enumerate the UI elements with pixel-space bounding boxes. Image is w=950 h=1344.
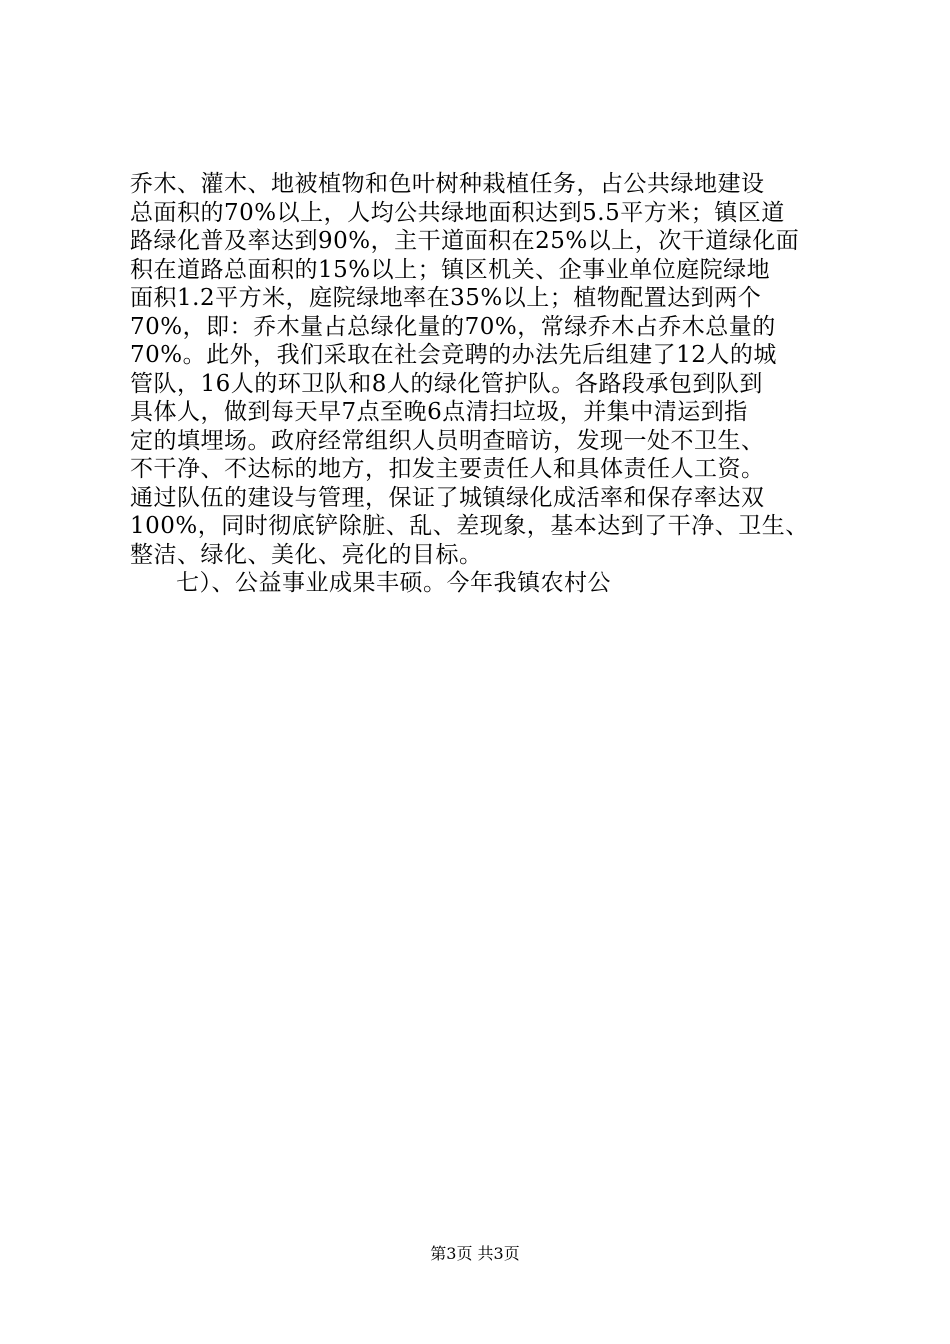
text-line: 通过队伍的建设与管理，保证了城镇绿化成活率和保存率达双 bbox=[130, 484, 765, 511]
text-line: 乔木、灌木、地被植物和色叶树种栽植任务，占公共绿地建设 bbox=[130, 171, 765, 197]
text-line: 70%。此外，我们采取在社会竞聘的办法先后组建了12人的城 bbox=[130, 342, 777, 368]
section-heading-line: 七）、公益事业成果丰硕。今年我镇农村公 bbox=[176, 570, 611, 596]
text-line: 定的填埋场。政府经常组织人员明查暗访，发现一处不卫生、 bbox=[130, 427, 765, 454]
text-line: 积在道路总面积的15%以上；镇区机关、企事业单位庭院绿地 bbox=[130, 256, 771, 283]
text-line: 100%，同时彻底铲除脏、乱、差现象，基本达到了干净、卫生、 bbox=[130, 513, 809, 539]
text-line: 不干净、不达标的地方，扣发主要责任人和具体责任人工资。 bbox=[130, 456, 765, 482]
text-line: 70%，即：乔木量占总绿化量的70%，常绿乔木占乔木总量的 bbox=[130, 313, 776, 340]
text-line: 整洁、绿化、美化、亮化的目标。 bbox=[130, 541, 483, 568]
text-line: 具体人，做到每天早7点至晚6点清扫垃圾，并集中清运到指 bbox=[130, 399, 748, 425]
body-text bbox=[130, 170, 850, 598]
text-line: 总面积的70%以上，人均公共绿地面积达到5.5平方米；镇区道 bbox=[130, 199, 785, 226]
text-line: 管队，16人的环卫队和8人的绿化管护队。各路段承包到队到 bbox=[130, 370, 763, 397]
text-line: 面积1.2平方米，庭院绿地率在35%以上；植物配置达到两个 bbox=[130, 285, 762, 311]
text-line: 路绿化普及率达到90%，主干道面积在25%以上，次干道绿化面 bbox=[130, 228, 800, 254]
page-footer: 第3页 共3页 bbox=[430, 1244, 520, 1263]
